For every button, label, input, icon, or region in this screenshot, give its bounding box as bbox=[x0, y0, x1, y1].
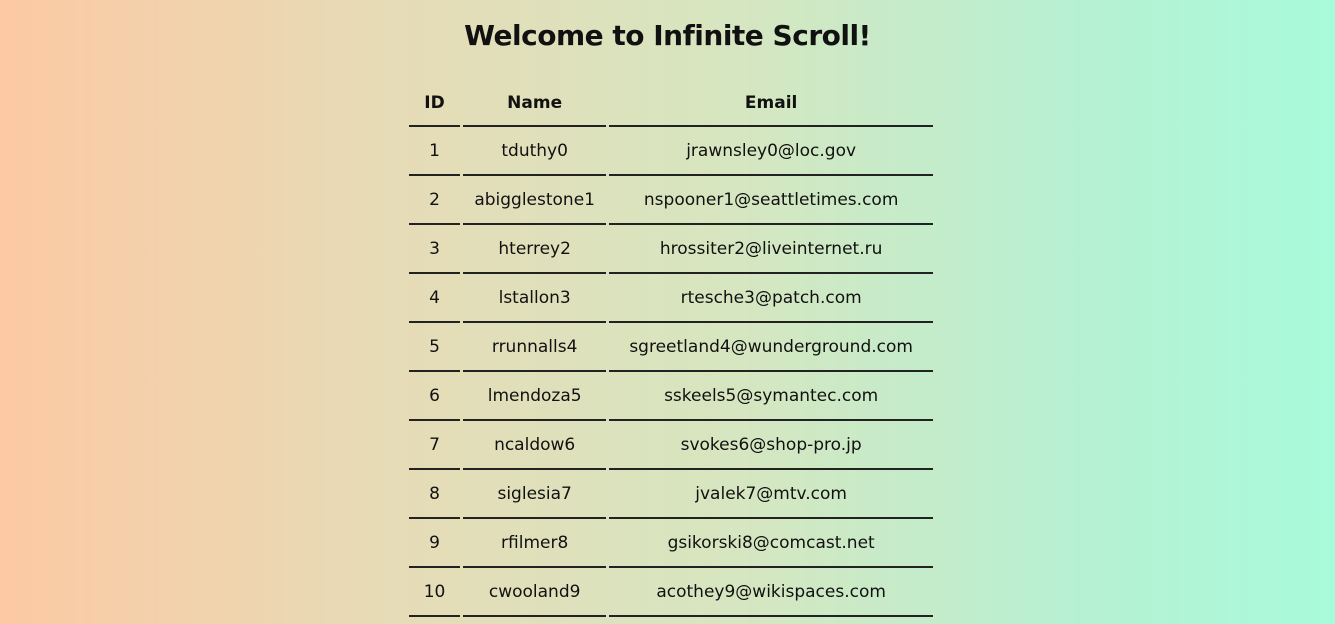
cell-email: jvalek7@mtv.com bbox=[609, 470, 933, 519]
cell-email: rtesche3@patch.com bbox=[609, 274, 933, 323]
cell-name: tduthy0 bbox=[463, 127, 606, 176]
cell-id: 3 bbox=[409, 225, 460, 274]
cell-id: 7 bbox=[409, 421, 460, 470]
table-row bbox=[409, 519, 933, 568]
table-row bbox=[409, 127, 933, 176]
cell-email: jrawnsley0@loc.gov bbox=[609, 127, 933, 176]
cell-id: 9 bbox=[409, 519, 460, 568]
cell-email: gsikorski8@comcast.net bbox=[609, 519, 933, 568]
cell-email: sgreetland4@wunderground.com bbox=[609, 323, 933, 372]
table-row bbox=[409, 225, 933, 274]
table-header-row bbox=[409, 80, 933, 127]
cell-name: abigglestone1 bbox=[463, 176, 606, 225]
table-row bbox=[409, 176, 933, 225]
cell-id: 6 bbox=[409, 372, 460, 421]
cell-email: acothey9@wikispaces.com bbox=[609, 568, 933, 617]
cell-id: 4 bbox=[409, 274, 460, 323]
table-row bbox=[409, 274, 933, 323]
cell-name: ncaldow6 bbox=[463, 421, 606, 470]
table-row bbox=[409, 568, 933, 617]
table-row bbox=[409, 421, 933, 470]
column-header-email: Email bbox=[609, 80, 933, 127]
table-row bbox=[409, 372, 933, 421]
table-row bbox=[409, 323, 933, 372]
cell-name: siglesia7 bbox=[463, 470, 606, 519]
cell-email: nspooner1@seattletimes.com bbox=[609, 176, 933, 225]
cell-name: lmendoza5 bbox=[463, 372, 606, 421]
column-header-name: Name bbox=[463, 80, 606, 127]
page-title: Welcome to Infinite Scroll! bbox=[464, 19, 871, 52]
cell-email: hrossiter2@liveinternet.ru bbox=[609, 225, 933, 274]
table-header bbox=[409, 80, 933, 127]
cell-id: 8 bbox=[409, 470, 460, 519]
cell-name: hterrey2 bbox=[463, 225, 606, 274]
cell-id: 1 bbox=[409, 127, 460, 176]
cell-id: 10 bbox=[409, 568, 460, 617]
cell-id: 5 bbox=[409, 323, 460, 372]
users-table bbox=[406, 80, 936, 617]
table-row bbox=[409, 470, 933, 519]
cell-name: lstallon3 bbox=[463, 274, 606, 323]
table-body bbox=[409, 127, 933, 617]
cell-name: rrunnalls4 bbox=[463, 323, 606, 372]
cell-id: 2 bbox=[409, 176, 460, 225]
cell-name: rfilmer8 bbox=[463, 519, 606, 568]
column-header-id: ID bbox=[409, 80, 460, 127]
cell-email: svokes6@shop-pro.jp bbox=[609, 421, 933, 470]
cell-email: sskeels5@symantec.com bbox=[609, 372, 933, 421]
cell-name: cwooland9 bbox=[463, 568, 606, 617]
